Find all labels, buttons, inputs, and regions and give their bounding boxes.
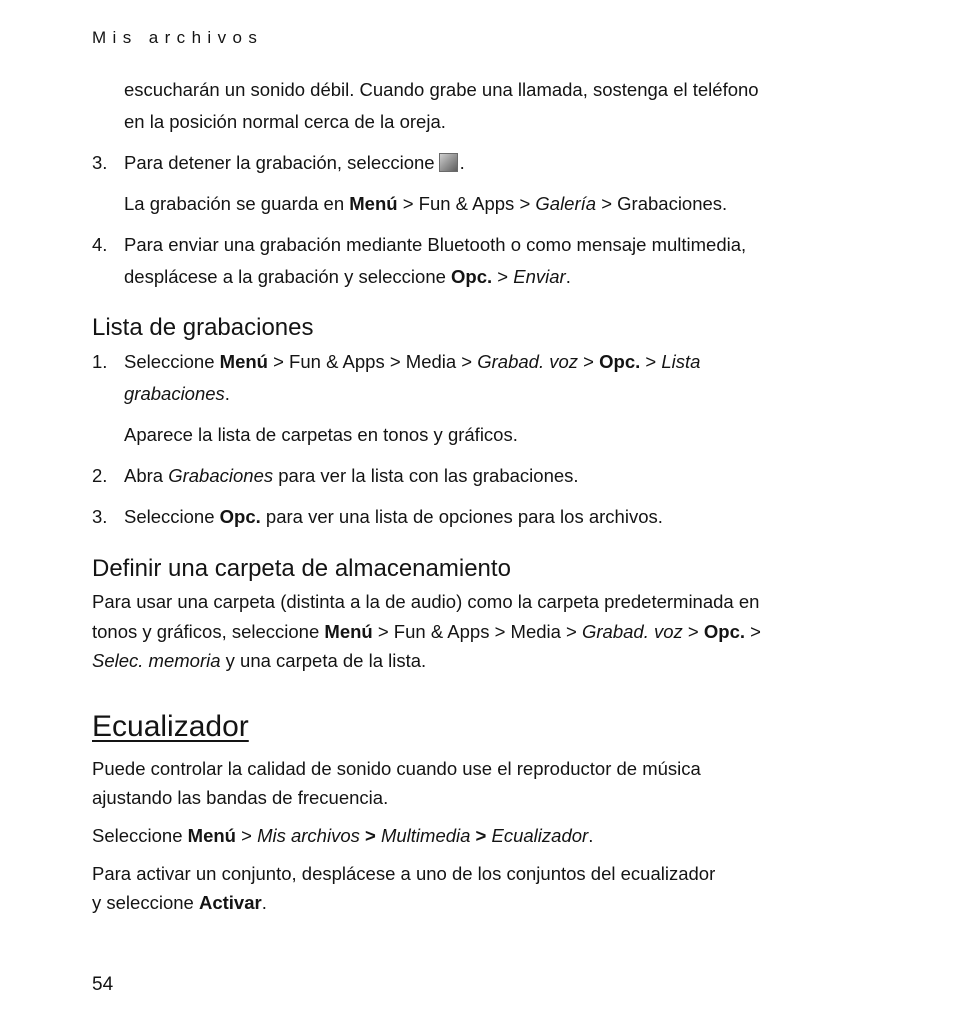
text: . [588,825,594,846]
lista-step1-line-1 [124,351,700,373]
definir-line-3 [92,650,426,672]
lista-step3 [124,506,663,528]
menu-term: Menú [324,621,373,642]
menu-term: Menú [349,193,398,214]
definir-line-1: Para usar una carpeta (distinta a la de audio) como la carpeta predeterminada en [92,591,760,612]
opc-term: Opc. [703,621,745,642]
text: > [492,266,514,287]
text: > [745,621,761,642]
step3-dot: . [459,152,465,173]
step-number: 4. [92,234,108,255]
ecualizador-term: Ecualizador [491,825,589,846]
text: Seleccione [124,351,220,372]
text: y una carpeta de la lista. [220,650,427,671]
grabad-term: Grabad. voz [582,621,683,642]
section-heading-definir: Definir una carpeta de almacenamiento [92,555,511,582]
ecualizador-p3-line-1: Para activar un conjunto, desplácese a uno de los conjuntos del ecualizador [92,863,716,884]
text: . [261,892,267,913]
text: > Fun & Apps > [397,193,536,214]
step-number: 1. [92,351,108,372]
selec-memoria-term: Selec. memoria [92,650,221,671]
step3-text [124,152,465,174]
opc-term: Opc. [599,351,641,372]
menu-term: Menú [187,825,236,846]
text: para ver la lista con las grabaciones. [273,465,579,486]
running-header: Mis archivos [92,28,264,47]
text: Seleccione [124,506,220,527]
text: La grabación se guarda en [124,193,350,214]
text: > [578,351,600,372]
step4-line-2 [124,266,571,288]
galeria-term: Galería [535,193,597,214]
opc-term: Opc. [451,266,493,287]
text: y seleccione [92,892,199,913]
text: > [682,621,704,642]
text: . [224,383,230,404]
step3-note [124,193,727,215]
text: desplácese a la grabación y seleccione [124,266,452,287]
ecualizador-p1-line-1: Puede controlar la calidad de sonido cuando use el reproductor de música [92,758,701,779]
enviar-term: Enviar [513,266,566,287]
text: tonos y gráficos, seleccione [92,621,325,642]
text: > [359,825,381,846]
ecualizador-p3-line-2 [92,892,267,914]
intro-line-1: escucharán un sonido débil. Cuando grabe una llamada, sostenga el teléfono [124,79,759,100]
activar-term: Activar [198,892,262,913]
ecualizador-p2 [92,825,593,847]
stop-icon [439,153,458,172]
intro-line-2: en la posición normal cerca de la oreja. [124,111,446,132]
text: para ver una lista de opciones para los archivos. [260,506,663,527]
page-number: 54 [92,974,114,995]
text: > Fun & Apps > Media > [372,621,582,642]
section-heading-lista: Lista de grabaciones [92,314,314,341]
text: > Grabaciones. [596,193,728,214]
grabaciones-term: grabaciones [124,383,225,404]
text: Abra [124,465,169,486]
lista-step1-line-2 [124,383,230,405]
grabaciones-term: Grabaciones [168,465,274,486]
grabad-term: Grabad. voz [477,351,579,372]
step-number: 2. [92,465,108,486]
ecualizador-p1-line-2: ajustando las bandas de frecuencia. [92,787,389,808]
lista-step1-note: Aparece la lista de carpetas en tonos y gráficos. [124,424,518,445]
step4-line-1: Para enviar una grabación mediante Bluetooth o como mensaje multimedia, [124,234,747,255]
text: > [640,351,662,372]
text: Seleccione [92,825,188,846]
multimedia-term: Multimedia [380,825,471,846]
mis-archivos-term: Mis archivos [257,825,360,846]
lista-term: Lista [661,351,701,372]
chapter-heading-ecualizador: Ecualizador [92,710,249,743]
definir-line-2 [92,621,761,643]
step-number: 3. [92,506,108,527]
step-number: 3. [92,152,108,173]
opc-term: Opc. [219,506,261,527]
lista-step2 [124,465,579,487]
step3-label: Para detener la grabación, seleccione [124,152,435,173]
text: > [235,825,258,846]
text: > [470,825,492,846]
menu-term: Menú [219,351,268,372]
text: > Fun & Apps > Media > [267,351,478,372]
text: . [565,266,571,287]
